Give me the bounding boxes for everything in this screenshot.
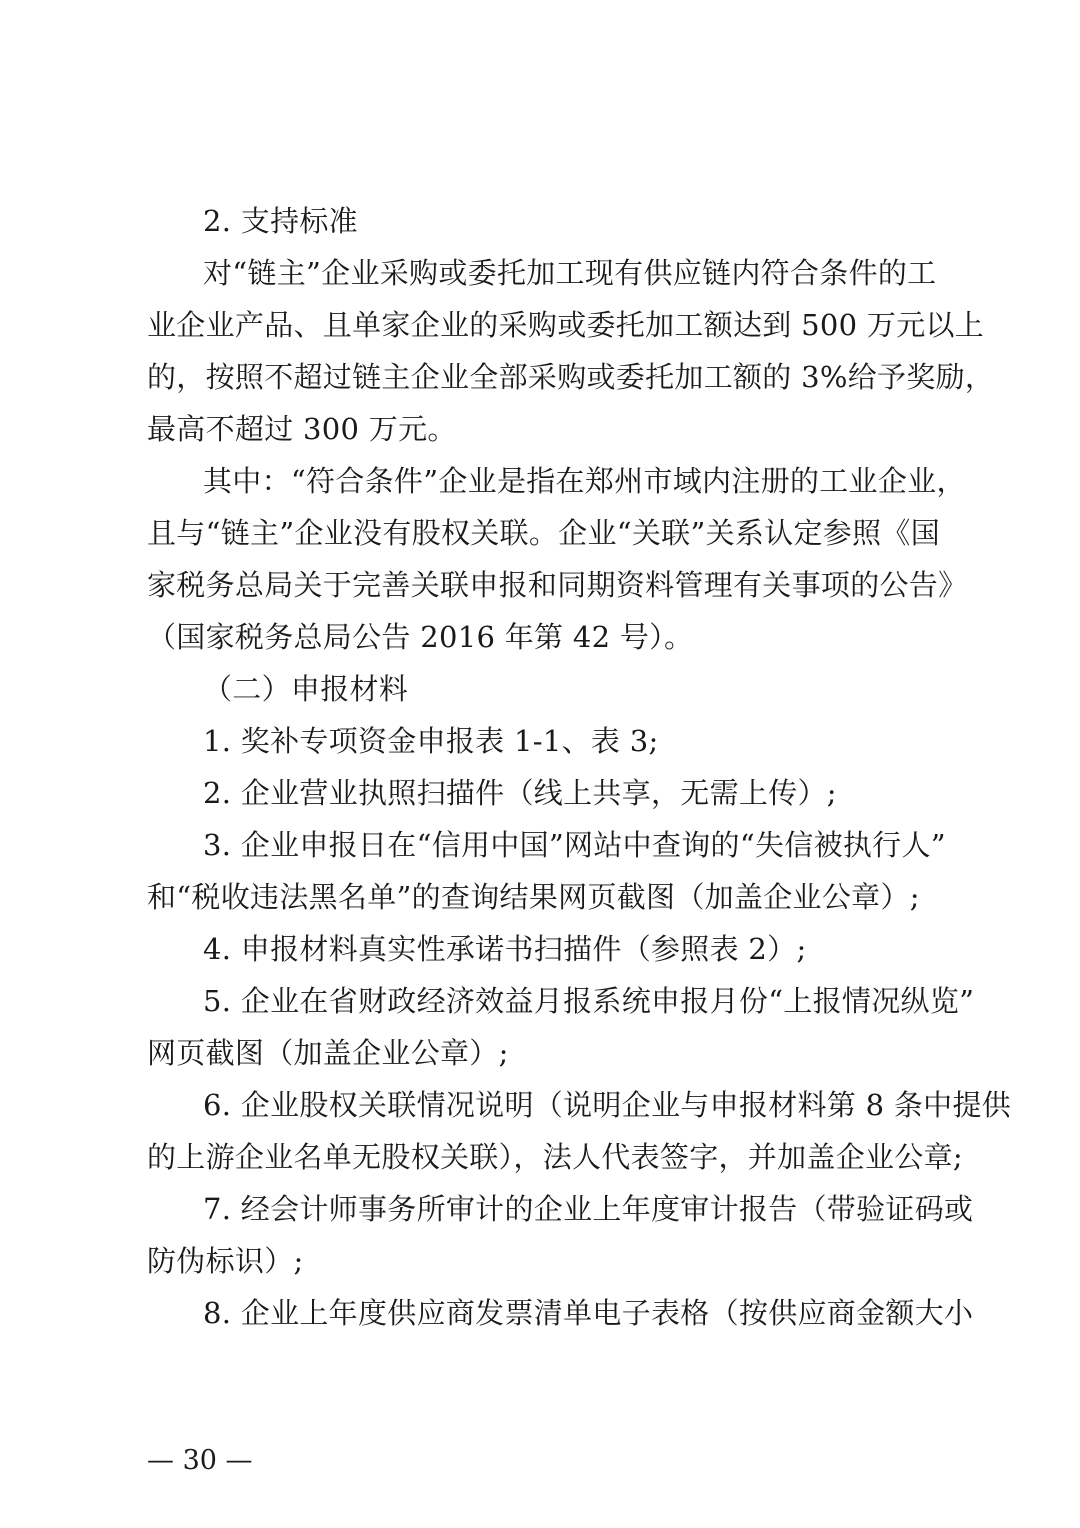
paragraph-line: 业企业产品、且单家企业的采购或委托加工额达到 500 万元以上 xyxy=(147,308,985,342)
paragraph-line: （国家税务总局公告 2016 年第 42 号）。 xyxy=(147,620,694,654)
page-number: — 30 — xyxy=(147,1445,253,1476)
materials-heading: （二）申报材料 xyxy=(203,672,409,706)
list-item: 8. 企业上年度供应商发票清单电子表格（按供应商金额大小 xyxy=(203,1296,974,1330)
list-item: 2. 企业营业执照扫描件（线上共享，无需上传）; xyxy=(203,776,837,810)
paragraph-line: 其中：“符合条件”企业是指在郑州市域内注册的工业企业， xyxy=(203,464,966,498)
list-item: 1. 奖补专项资金申报表 1-1、表 3; xyxy=(203,724,659,758)
list-item-continuation: 网页截图（加盖企业公章）; xyxy=(147,1036,509,1070)
list-item: 7. 经会计师事务所审计的企业上年度审计报告（带验证码或 xyxy=(203,1192,974,1226)
paragraph-line: 对“链主”企业采购或委托加工现有供应链内符合条件的工 xyxy=(203,256,937,290)
list-item: 6. 企业股权关联情况说明（说明企业与申报材料第 8 条中提供 xyxy=(203,1088,1012,1122)
list-item: 5. 企业在省财政经济效益月报系统申报月份“上报情况纵览” xyxy=(203,984,975,1018)
list-item-continuation: 和“税收违法黑名单”的查询结果网页截图（加盖企业公章）; xyxy=(147,880,920,914)
paragraph-line: 最高不超过 300 万元。 xyxy=(147,412,457,446)
list-item: 3. 企业申报日在“信用中国”网站中查询的“失信被执行人” xyxy=(203,828,946,862)
paragraph-line: 家税务总局关于完善关联申报和同期资料管理有关事项的公告》 xyxy=(147,568,968,602)
list-item-continuation: 的上游企业名单无股权关联），法人代表签字，并加盖企业公章; xyxy=(147,1140,963,1174)
paragraph-line: 且与“链主”企业没有股权关联。企业“关联”关系认定参照《国 xyxy=(147,516,941,550)
paragraph-line: 的，按照不超过链主企业全部采购或委托加工额的 3%给予奖励， xyxy=(147,360,995,394)
list-item-continuation: 防伪标识）; xyxy=(147,1244,304,1278)
section-heading: 2. 支持标准 xyxy=(203,204,358,238)
list-item: 4. 申报材料真实性承诺书扫描件（参照表 2）; xyxy=(203,932,807,966)
